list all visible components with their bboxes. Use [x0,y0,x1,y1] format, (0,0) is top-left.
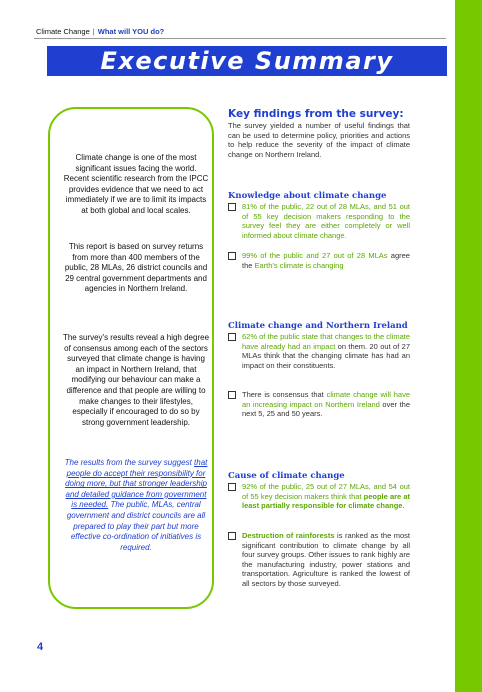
summary-paragraph-1: Climate change is one of the most significant issues facing the world. Recent scientific research from the IPCC provides evidence that we need to act immediately if we are to limit its impacts at both global and local scales. [63,153,209,215]
bullet-text-b: or well informed about climate change. [242,221,410,240]
bullet-text-a: 92% of the public, 25 out of 27 MLAs, and 54 out of 55 key decision makers think that [242,482,410,501]
bullet-text-a: 62% of the public state that [242,332,335,341]
bullet-text-c: agree the [242,251,410,270]
checkbox-icon [228,252,236,260]
checkbox-icon [228,483,236,491]
side-color-bar [455,0,482,692]
bullet-text [242,332,410,370]
bullet-text-b: is ranked as the most significant contribution to climate change by all four survey groups. Other issues to rank highly are the manufacturing industry, power stations and transportation. Agriculture is ranked the lowest of all sectors by those surveyed. [242,531,410,588]
header-separator: | [92,27,95,36]
running-header [36,27,164,36]
bullet-text-c: on them. 20 out of 27 MLAs think that the changing climate has had an impact on their constituents. [242,341,410,370]
header-title: Climate Change [36,27,90,36]
p4-text-b: that people do accept their responsibility for doing more, but that stronger leadership and detailed guidance from government is needed. [65,458,208,510]
bullet-text [242,482,410,511]
bullet-text [242,531,410,589]
bullet-text-a: There is consensus that [242,390,327,399]
p4-text-a: The results from the survey suggest [64,458,195,467]
bullet-text [242,202,410,240]
bullet-text-a: 81% of the public, 22 out of 28 MLAs, and 51 out of 55 key decision makers responding to the survey feel they are either completely [242,202,410,231]
section-knowledge-heading: Knowledge about climate change [228,191,387,201]
bullet-text [242,251,410,270]
summary-paragraph-4 [62,458,210,553]
bullet-text-b: people are at least partially responsible for climate change [242,491,410,511]
bullet-text-b: changes to the climate have already had an impact [242,332,411,351]
checkbox-icon [228,391,236,399]
section-cause-heading: Cause of climate change [228,471,345,481]
bullet-text-b: 27 out of 28 MLAs [322,251,388,260]
checkbox-icon [228,333,236,341]
summary-paragraph-3: The survey's results reveal a high degree of consensus among each of the sectors surveyed that climate change is having an impact in Northern Ireland, that modifying our behaviour can make a difference and that people are willing to make changes to their lifestyles, especially if encouraged to do so by strong government leadership. [62,333,210,427]
checkbox-icon [228,203,236,211]
bullet-text [242,390,410,419]
summary-paragraph-2: This report is based on survey returns from more than 400 members of the public, 28 MLAs, 26 district councils and 29 central government departments and agencies in Northern Ireland. [64,242,208,294]
bullet-text-a: Destruction of rainforests [242,531,335,540]
header-rule [34,38,446,39]
header-subtitle: What will YOU do? [97,27,165,36]
bullet-text-a: 99% of the public and [242,251,323,260]
bullet-text-c: over the next 5, 25 and 50 years. [242,399,410,419]
bullet-text-b: climate change will have an increasing impact on Northern Ireland [242,390,410,409]
p4-text-c: The public, MLAs, central government and district councils are all prepared to play their part but more effective co-ordination of initiatives is required. [66,500,206,552]
page-number: 4 [37,641,44,653]
key-findings-intro: The survey yielded a number of useful findings that can be used to determine policy, priorities and actions to help reduce the severity of the impact of climate change on Northern Ireland. [228,121,410,159]
section-ni-heading: Climate change and Northern Ireland [228,321,408,331]
checkbox-icon [228,532,236,540]
key-findings-heading: Key findings from the survey: [228,108,404,120]
bullet-text-c: . [402,501,405,511]
page-title-banner: Executive Summary [47,46,447,76]
bullet-text-d: Earth's climate is changing [254,260,344,270]
